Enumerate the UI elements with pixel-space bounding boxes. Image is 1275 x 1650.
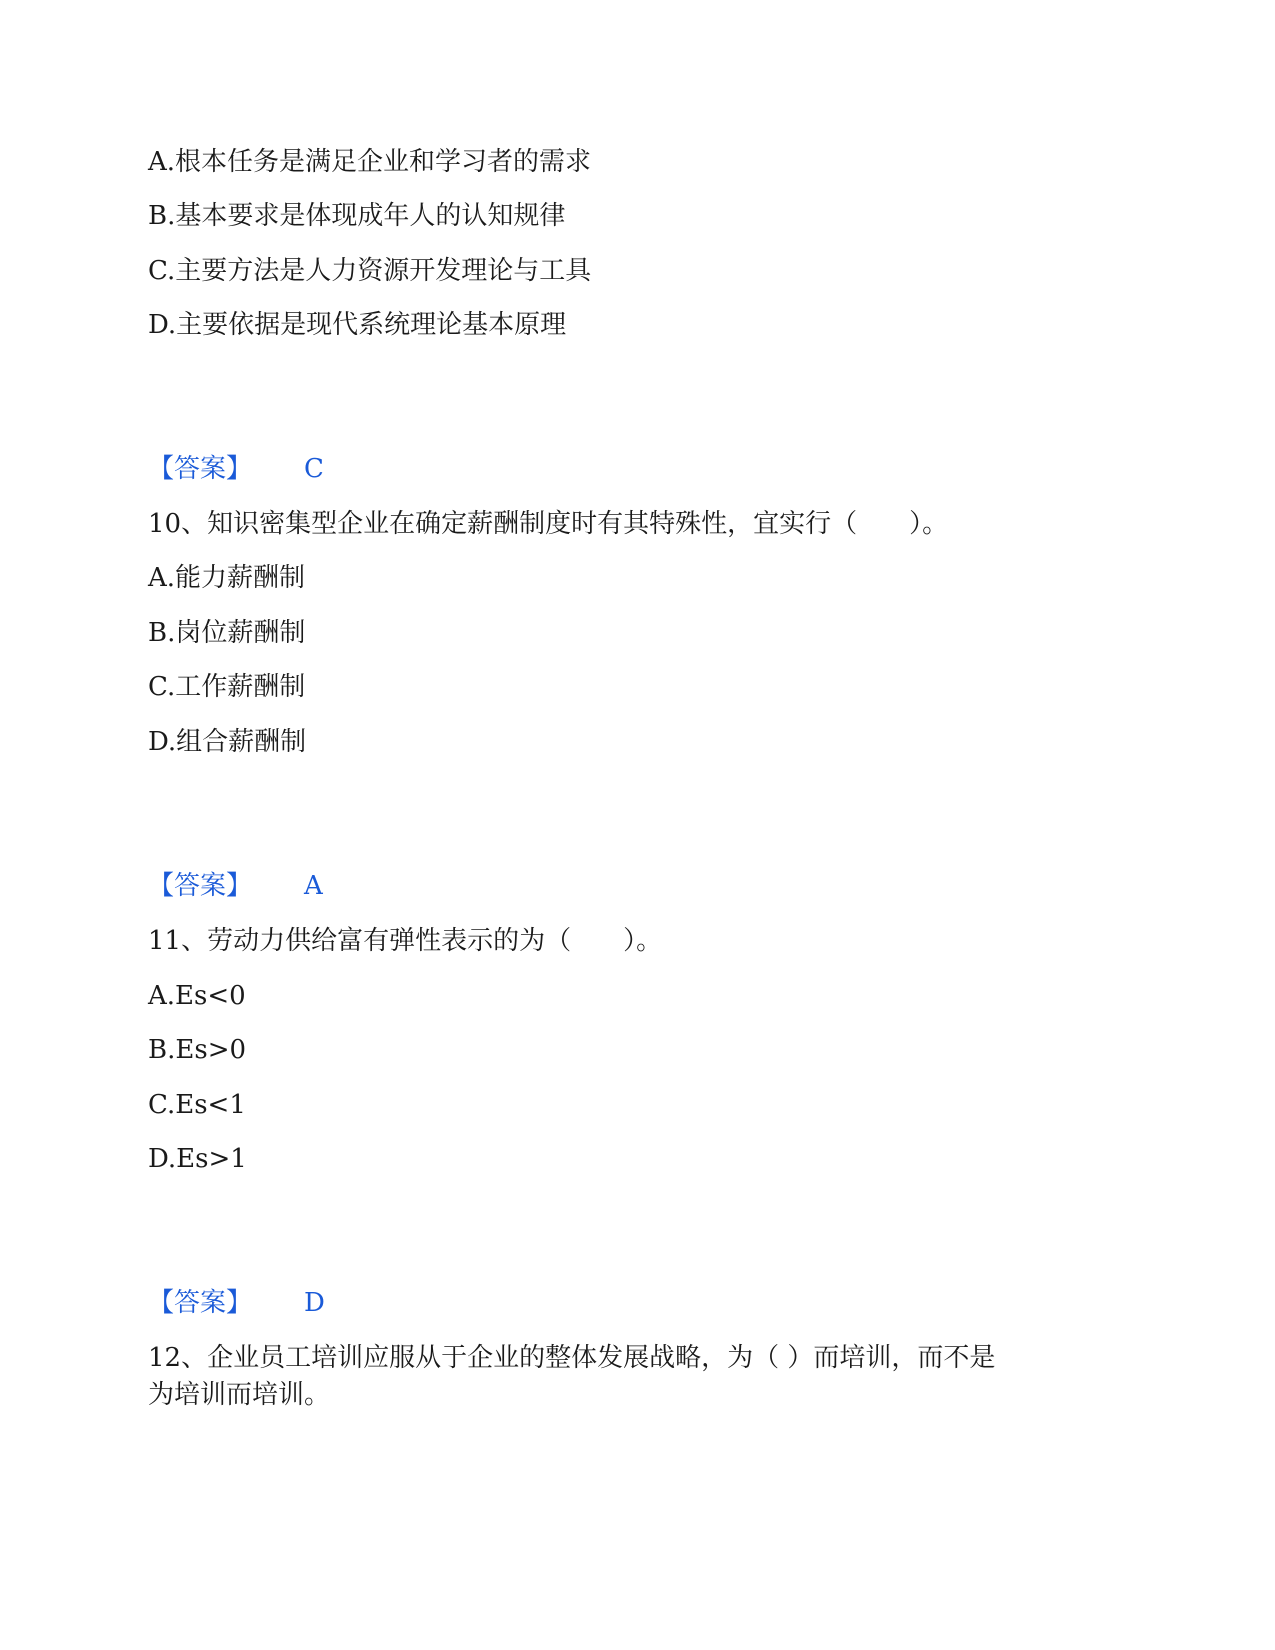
q10-option-d: D.组合薪酬制	[148, 727, 307, 757]
q11-answer	[148, 1286, 325, 1320]
q10-option-b: B.岗位薪酬制	[148, 618, 306, 648]
q11-option-b: B.Es>0	[148, 1035, 247, 1065]
q12-question-line1: 12、企业员工培训应服从于企业的整体发展战略，为（ ）而培训，而不是	[148, 1343, 996, 1373]
q10-option-a: A.能力薪酬制	[148, 563, 306, 593]
q12-question-line2: 为培训而培训。	[148, 1380, 331, 1410]
answer-tag: 【答案】	[148, 454, 253, 484]
answer-tag: 【答案】	[148, 1288, 253, 1318]
q9-answer	[148, 452, 324, 486]
q9-option-d: D.主要依据是现代系统理论基本原理	[148, 310, 567, 340]
q11-option-c: C.Es<1	[148, 1090, 246, 1120]
answer-value: A	[304, 871, 323, 901]
answer-value: C	[304, 454, 324, 484]
q9-option-a: A.根本任务是满足企业和学习者的需求	[148, 147, 592, 177]
q10-answer	[148, 869, 323, 903]
q9-option-c: C.主要方法是人力资源开发理论与工具	[148, 256, 592, 286]
q11-option-a: A.Es<0	[148, 981, 246, 1011]
q9-option-b: B.基本要求是体现成年人的认知规律	[148, 201, 566, 231]
q11-question: 11、劳动力供给富有弹性表示的为（ ）。	[148, 926, 663, 956]
q10-option-c: C.工作薪酬制	[148, 672, 306, 702]
answer-value: D	[304, 1288, 325, 1318]
q11-option-d: D.Es>1	[148, 1144, 247, 1174]
answer-tag: 【答案】	[148, 871, 253, 901]
q10-question: 10、知识密集型企业在确定薪酬制度时有其特殊性，宜实行（ ）。	[148, 509, 949, 539]
